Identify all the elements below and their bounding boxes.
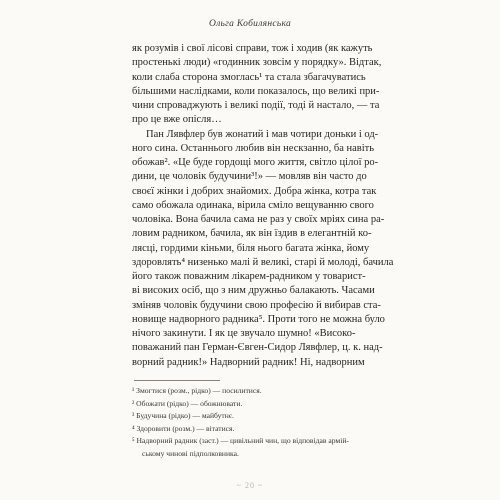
footnote-4: ⁴ Здоровити (розм.) — вітатися. xyxy=(132,423,235,433)
text-line: зміняв чоловік будучини свою професію й вибирав ста- xyxy=(132,299,381,311)
running-head-author: Ольга Кобилянська xyxy=(208,19,292,29)
text-line: здоровлять⁴ низенько малі й великі, старі й молоді, бачила xyxy=(132,256,394,268)
text-line: дини, це чоловік будучини³!» — мовляв він часто до xyxy=(132,171,367,183)
text-line: само обожала одинака, вірила сміло вещуванню свого xyxy=(132,199,374,211)
footnote-2: ² Обожати (рідко) — обожнювати. xyxy=(132,398,243,408)
text-line: ворний радник!» Надворний радник! Ні, надворним xyxy=(132,356,365,368)
footnote-5: ⁵ Надворний радник (заст.) — цивільний чин, що відповідав армій- xyxy=(132,436,349,446)
text-line: простенькі люди) «годинник зовсім у порядку». Відтак, xyxy=(132,57,382,69)
footnote-3: ³ Будучина (рідко) — майбутнє. xyxy=(132,411,234,421)
footnote-5-continuation: ському чинові підполковника. xyxy=(142,448,239,458)
text-line: обожав². «Це буде гордощі мого життя, світло цілої ро- xyxy=(132,157,379,168)
text-line: ві високих осіб, що з ним дружньо балакають. Часами xyxy=(132,285,375,297)
text-line: нічого закинути. І як це звучало шумно! «Високо- xyxy=(132,328,356,339)
text-line: як розумів і свої лісові справи, тож і ходив (як кажуть xyxy=(132,43,373,54)
text-line: своєї жінки і добрих знайомих. Добра жінка, котра так xyxy=(132,185,377,197)
text-line: його також поважним лікарем-радником у товарист- xyxy=(132,271,366,282)
footnote-separator xyxy=(134,380,220,381)
page-number: ~ 20 ~ xyxy=(236,481,264,490)
text-line: лясці, гордими кіньми, біля нього багата жінка, йому xyxy=(132,242,370,254)
text-line: ного сина. Останнього любив він нескзанно, ба навіть xyxy=(132,142,375,154)
footnote-1: ¹ Змогтися (розм., рідко) — посилитися. xyxy=(132,386,262,395)
footnotes-block xyxy=(132,385,404,461)
text-line: про це вже опісля… xyxy=(132,114,222,126)
text-line: поважаний пан Герман-Євген-Сидор Лявфлер, ц. к. над- xyxy=(132,342,383,354)
text-line: більшими наслідками, коли показалось, що великі при- xyxy=(132,85,380,97)
text-line: ловим радником, бачила, як він їздив в елегантній ко- xyxy=(132,228,372,240)
paragraph-start-line: Пан Лявфлер був жонатий і мав чотири доньки і од- xyxy=(146,128,379,140)
main-text-block xyxy=(132,42,404,370)
text-line: новище надворного радника⁵. Проти того не можна було xyxy=(132,313,385,325)
text-line: чини спроваджують і великі події, тоді й настало, — та xyxy=(132,100,380,111)
text-line: коли слаба сторона змоглась¹ та стала збагачуватись xyxy=(132,71,366,83)
text-line: чоловіка. Вона бачила сама не раз у своїх мріях сина ра- xyxy=(132,214,385,225)
